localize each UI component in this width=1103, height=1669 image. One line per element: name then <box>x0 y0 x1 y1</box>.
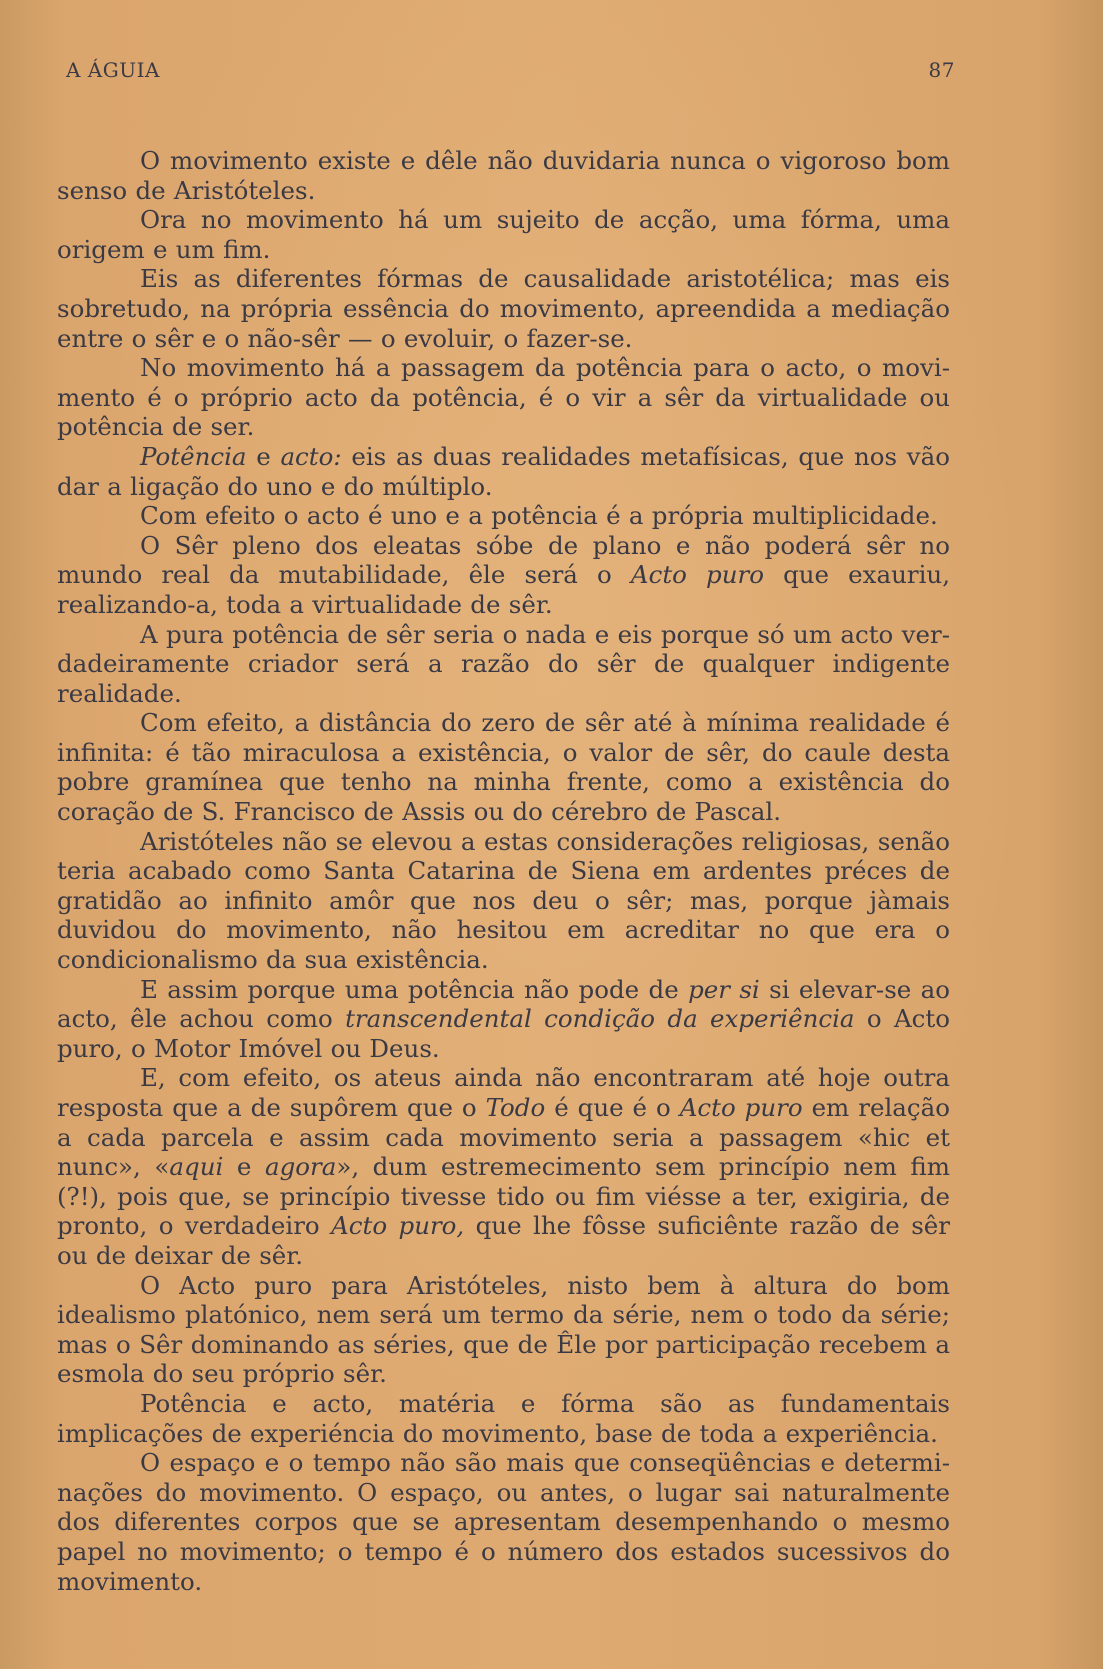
text-run: Potência e acto, matéria e fórma são as fundamentais implicações de experiéncia do movimento, base de toda a experiência. <box>57 1388 950 1448</box>
text-run: é que é o <box>545 1093 680 1122</box>
running-head <box>66 58 955 88</box>
text-run: Com efeito o acto é uno e a potência é a própria multiplicidade. <box>140 501 938 531</box>
text-run: No movimento há a passagem da potência para o acto, o movimento é o próprio acto da potência, é o vir a sêr da virtualidade ou potência de ser. <box>57 353 950 442</box>
paragraph <box>57 264 950 353</box>
text-run: e <box>246 441 281 471</box>
text-run: que lhe fôsse suficiênte razão de sêr ou de deixar de sêr. <box>57 1211 950 1270</box>
paragraph <box>57 975 950 1064</box>
paragraph <box>57 1063 950 1270</box>
text-run: Com efeito, a distância do zero de sêr até à mínima realidade é infinita: é tão miraculosa a existência, o valor de sêr, do caule desta pobre gramínea que tenho na minha frente, como a existência do coração de S. Francisco de Assis ou do cérebro de Pascal. <box>57 708 950 827</box>
text-run: », dum estremecimento sem princípio nem fim (?!), pois que, se princípio tivesse tido ou fim viésse a ter, exigiria, de pronto, o verdadeiro <box>57 1152 950 1241</box>
paragraph <box>57 620 950 709</box>
italic-text: Acto puro <box>679 1093 803 1122</box>
italic-text: aqui <box>169 1152 224 1182</box>
italic-text: transcendental condição da experiência <box>345 1004 855 1034</box>
text-run: que exauriu, realizando-a, toda a virtualidade de sêr. <box>57 560 950 619</box>
text-run: Ora no movimento há um sujeito de acção, uma fórma, uma origem e um fim. <box>57 205 950 264</box>
text-run: O movimento existe e dêle não duvidaria nunca o vigoroso bom senso de Aristóteles. <box>57 146 950 205</box>
text-run: A pura potência de sêr seria o nada e eis porque só um acto verdadeiramente criador será a razão do sêr de qualquer indigente realidade. <box>57 619 950 708</box>
italic-text: agora <box>264 1152 337 1182</box>
text-run: E assim porque uma potência não pode de <box>140 974 689 1004</box>
body-text <box>57 146 950 1596</box>
text-run: si elevar-se ao acto, êle achou como <box>57 974 950 1034</box>
italic-text: acto: <box>280 441 342 471</box>
italic-text: Acto puro, <box>331 1211 465 1241</box>
paragraph <box>57 827 950 975</box>
text-run: o Acto puro, o Motor Imóvel ou Deus. <box>57 1004 950 1063</box>
text-run: em relação a cada parcela e assim cada movimento seria a passagem «hic et nunc», « <box>57 1093 950 1182</box>
italic-text: Potência <box>140 441 247 471</box>
text-run: Eis as diferentes fórmas de causalidade aristotélica; mas eis sobretudo, na própria essência do movimento, apreendida a mediação entre o sêr e o não-sêr — o evoluir, o fazer-se. <box>57 264 950 353</box>
paragraph <box>57 146 950 205</box>
text-run: e <box>223 1152 265 1182</box>
paragraph <box>57 205 950 264</box>
italic-text: Todo <box>485 1093 546 1122</box>
text-run: Aristóteles não se elevou a estas considerações religiosas, senão teria acabado como Santa Catarina de Siena em ardentes préces de gratidão ao infinito amôr que nos deu o sêr; mas, porque jàmais duvidou do movimento, não hesitou em acreditar no que era o condicionalismo da sua existência. <box>57 826 950 975</box>
page-number: 87 <box>928 58 955 82</box>
paragraph <box>57 442 950 501</box>
text-run: O Sêr pleno dos eleatas sóbe de plano e não poderá sêr no mundo real da mutabilidade, êle será o <box>57 530 950 590</box>
text-run: O espaço e o tempo não são mais que conseqüências e determinações do movimento. O espaço, ou antes, o lugar sai naturalmente dos diferentes corpos que se apresentam desempenhando o mesmo papel no movimento; o tempo é o número dos estados sucessivos do movimento. <box>57 1448 950 1596</box>
running-title: A ÁGUIA <box>66 58 160 82</box>
paragraph <box>57 1389 950 1448</box>
paragraph <box>57 531 950 620</box>
paragraph <box>57 353 950 442</box>
text-run: eis as duas realidades metafísicas, que nos vão dar a ligação do uno e do múltiplo. <box>57 441 951 501</box>
italic-text: Acto puro <box>630 560 764 590</box>
italic-text: per si <box>688 974 760 1004</box>
text-run: E, com efeito, os ateus ainda não encontraram até hoje outra resposta que a de supôrem que o <box>57 1063 950 1122</box>
text-run: O Acto puro para Aristóteles, nisto bem à altura do bom idealismo platónico, nem será um termo da série, nem o todo da série; mas o Sêr dominando as séries, que de Êle por participação recebem a esmola do seu próprio sêr. <box>57 1270 950 1389</box>
paragraph <box>57 1448 950 1596</box>
paragraph <box>57 708 950 826</box>
paragraph <box>57 1271 950 1389</box>
paragraph <box>57 501 950 531</box>
